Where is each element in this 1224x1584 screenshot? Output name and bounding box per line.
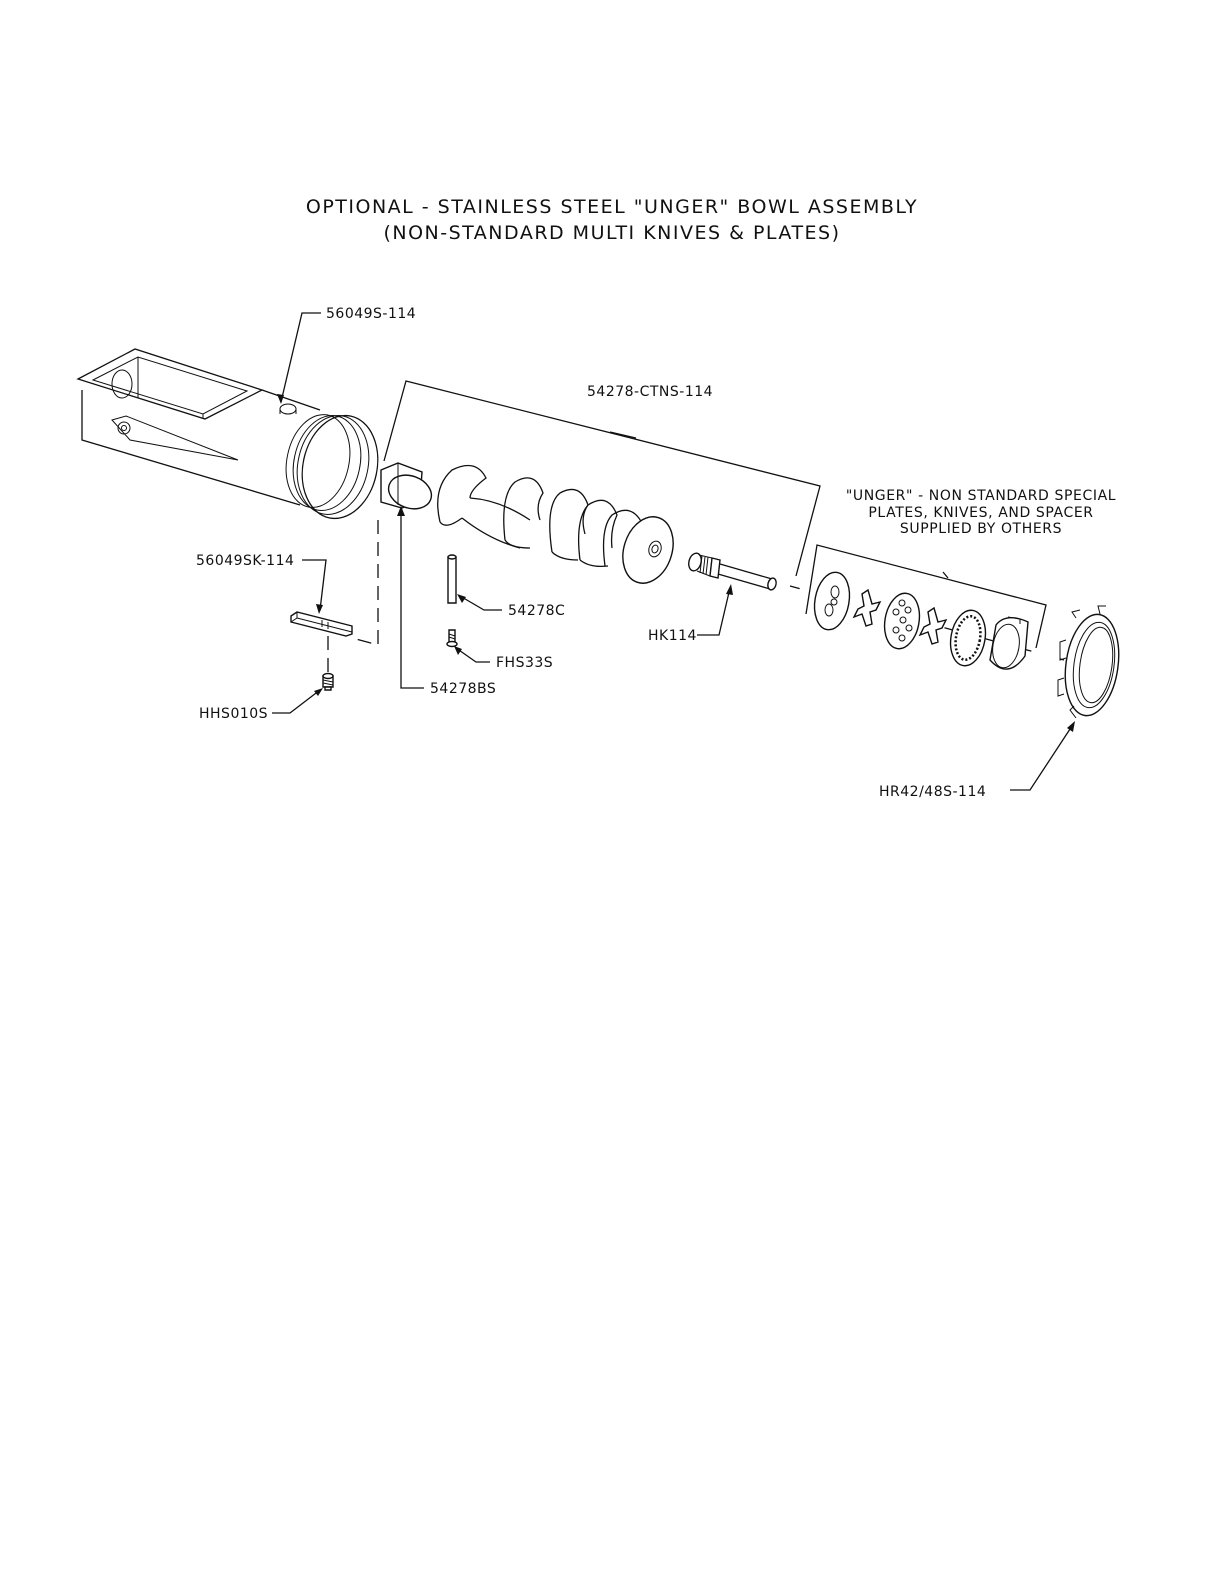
bar-screw-part (323, 674, 333, 691)
label-ring: HR42/48S-114 (879, 784, 987, 800)
ring-part (1058, 606, 1125, 719)
note-line3: SUPPLIED BY OTHERS (899, 521, 1063, 537)
note-line2: PLATES, KNIVES, AND SPACER (868, 505, 1094, 521)
label-bowl: 56049S-114 (326, 306, 417, 322)
spacer (989, 617, 1028, 670)
bar-part (291, 612, 352, 636)
diagram-subtitle: (NON-STANDARD MULTI KNIVES & PLATES) (383, 222, 841, 244)
bowl-part (78, 349, 387, 526)
fine-plate (946, 607, 989, 668)
worm-part (438, 466, 682, 590)
knife-2 (920, 608, 946, 644)
label-bushing: 54278BS (430, 681, 497, 697)
label-screw: FHS33S (496, 655, 554, 671)
knife-1 (854, 590, 880, 626)
label-hub-shaft: HK114 (648, 628, 697, 644)
diagram-title: OPTIONAL - STAINLESS STEEL "UNGER" BOWL ASSEMBLY (305, 196, 919, 218)
note-line1: "UNGER" - NON STANDARD SPECIAL (845, 488, 1117, 504)
label-pin: 54278C (508, 603, 566, 619)
pin-part (448, 555, 456, 603)
label-bar: 56049SK-114 (196, 553, 295, 569)
screw-part (447, 630, 457, 647)
label-bar-screw: HHS010S (199, 706, 269, 722)
hub-shaft-part (687, 552, 778, 591)
bushing-part (381, 463, 436, 515)
coarse-plate (880, 590, 923, 651)
label-worm-assembly: 54278-CTNS-114 (587, 384, 714, 400)
kidney-plate (810, 569, 854, 632)
